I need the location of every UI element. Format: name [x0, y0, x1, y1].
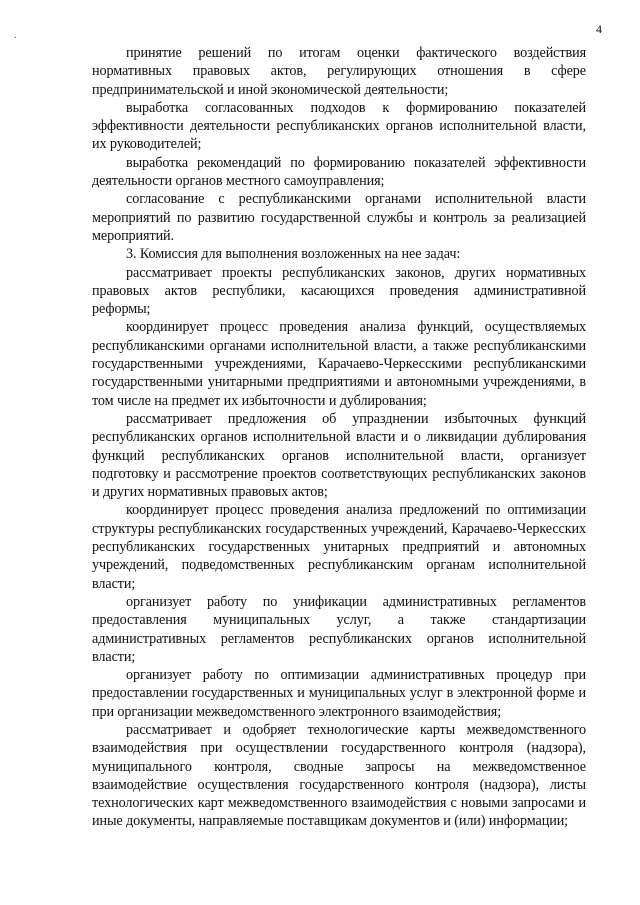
page-number: 4	[596, 22, 602, 36]
paragraph: рассматривает проекты республиканских законов, других нормативных правовых актов республики, касающихся проведения административной реформы;	[92, 264, 586, 318]
paragraph: рассматривает предложения об упразднении избыточных функций республиканских органов исполнительной власти и о ликвидации дублирования функций республиканских органов исполнительной власти, организует подготовку и рассмотрение проектов соответствующих республиканских законов и других нормативных правовых актов;	[92, 410, 586, 501]
paragraph: координирует процесс проведения анализа предложений по оптимизации структуры республиканских государственных учреждений, Карачаево-Черкесских республиканских государственных унитарных предприятий и автономных учреждений, подведомственных республиканским органам исполнительной власти;	[92, 502, 586, 592]
paragraph: организует работу по оптимизации административных процедур при предоставлении государственных и муниципальных услуг в электронной форме и при организации межведомственного электронного взаимодействия;	[92, 667, 586, 720]
section-heading: 3. Комиссия для выполнения возложенных на нее задач:	[126, 246, 461, 263]
paragraph: выработка рекомендаций по формированию показателей эффективности деятельности органов местного самоуправления;	[92, 154, 586, 190]
paragraph: рассматривает и одобряет технологические карты межведомственного взаимодействия при осуществлении государственного контроля (надзора), муниципального контроля, сводные запросы на межведомственное взаимодействие осуществления государственного контроля (надзора), листы технологических карт межведомственного взаимодействия с новыми запросами и иные документы, направляемые поставщикам документов и (или) информации;	[92, 721, 586, 830]
paragraph: согласование с республиканскими органами исполнительной власти мероприятий по развитию государственной службы и контроль за реализацией мероприятий.	[92, 191, 586, 244]
margin-mark: .	[14, 30, 17, 41]
paragraph: выработка согласованных подходов к формированию показателей эффективности деятельности республиканских органов исполнительной власти, их руководителей;	[92, 99, 586, 153]
document-body	[92, 44, 586, 831]
paragraph: организует работу по унификации административных регламентов предоставления муниципальных услуг, а также стандартизации административных регламентов республиканских органов исполнительной власти;	[92, 593, 586, 665]
paragraph: координирует процесс проведения анализа функций, осуществляемых республиканскими органами исполнительной власти, а также республиканскими государственными учреждениями, Карачаево-Черкесскими республиканскими государственными унитарными предприятиями и автономными учреждениями, в том числе на предмет их избыточности и дублирования;	[92, 319, 586, 409]
paragraph: принятие решений по итогам оценки фактического воздействия нормативных правовых актов, регулирующих отношения в сфере предпринимательской и иной экономической деятельности;	[92, 45, 586, 98]
